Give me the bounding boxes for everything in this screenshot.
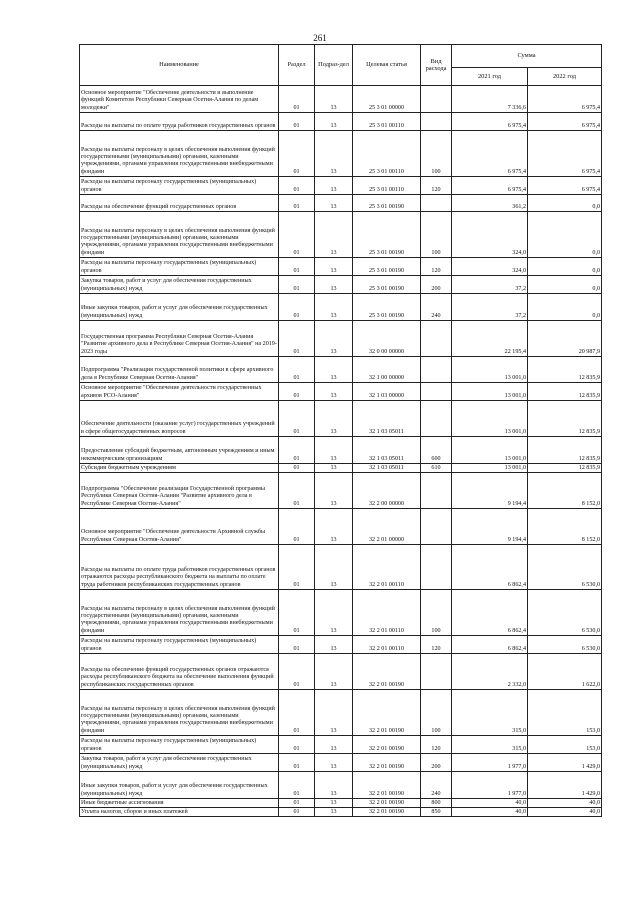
cell-subsection: 13: [315, 321, 353, 357]
cell-expense-type: 120: [421, 177, 452, 195]
cell-target: 25 3 01 00190: [353, 258, 421, 276]
cell-target: 25 3 01 00190: [353, 195, 421, 212]
header-name: Наименование: [80, 45, 279, 86]
cell-target: 32 1 03 05011: [353, 401, 421, 437]
cell-target: 32 2 01 00190: [353, 736, 421, 754]
cell-subsection: 13: [315, 276, 353, 294]
cell-sum-2022: 12 835,9: [528, 401, 602, 437]
cell-name: Расходы на выплаты по оплате труда работников государственных органов: [80, 113, 279, 131]
cell-section: 01: [279, 473, 315, 509]
cell-name: Подпрограмма "Обеспечение реализации Государственной программы Республики Северная Осетия-Алания "Развитие архивного дела в Республике Северная Осетия-Алания": [80, 473, 279, 509]
page-number: 261: [313, 33, 327, 43]
cell-subsection: 13: [315, 799, 353, 808]
cell-name: Расходы на выплаты персоналу государственных (муниципальных) органов: [80, 258, 279, 276]
table-row: [80, 113, 602, 131]
cell-name: Расходы на обеспечение функций государственных органов отражаются расходы республиканского бюджета на обеспечение выполнения функций республиканских государственных органов: [80, 654, 279, 690]
cell-target: 32 2 01 00110: [353, 590, 421, 636]
cell-target: 25 3 01 00000: [353, 86, 421, 113]
cell-section: 01: [279, 321, 315, 357]
cell-expense-type: [421, 195, 452, 212]
cell-section: 01: [279, 636, 315, 654]
cell-section: 01: [279, 808, 315, 817]
cell-sum-2021: 40,0: [452, 799, 528, 808]
cell-sum-2022: 0,0: [528, 212, 602, 258]
cell-target: 32 0 00 00000: [353, 321, 421, 357]
table-row: [80, 258, 602, 276]
cell-section: 01: [279, 113, 315, 131]
cell-name: Основное мероприятие "Обеспечение деятельности Архивной службы Республики Северная Осетия-Алания": [80, 509, 279, 545]
cell-target: 32 2 01 00190: [353, 799, 421, 808]
cell-sum-2022: 0,0: [528, 258, 602, 276]
cell-sum-2021: 37,2: [452, 276, 528, 294]
cell-expense-type: 610: [421, 464, 452, 473]
cell-section: 01: [279, 736, 315, 754]
header-section: Раздел: [279, 45, 315, 86]
cell-subsection: 13: [315, 383, 353, 401]
table-header: [80, 45, 602, 86]
cell-sum-2022: 0,0: [528, 195, 602, 212]
cell-expense-type: 120: [421, 258, 452, 276]
cell-sum-2022: 1 429,0: [528, 772, 602, 799]
table-row: [80, 473, 602, 509]
cell-section: 01: [279, 437, 315, 464]
cell-expense-type: 800: [421, 799, 452, 808]
table-row: [80, 464, 602, 473]
table-row: [80, 401, 602, 437]
cell-subsection: 13: [315, 754, 353, 772]
cell-sum-2021: 13 001,0: [452, 383, 528, 401]
cell-target: 32 2 01 00190: [353, 654, 421, 690]
header-year-2021: 2021 год: [452, 68, 528, 86]
table-row: [80, 636, 602, 654]
cell-name: Субсидии бюджетным учреждениям: [80, 464, 279, 473]
cell-subsection: 13: [315, 772, 353, 799]
cell-subsection: 13: [315, 464, 353, 473]
cell-name: Иные закупки товаров, работ и услуг для обеспечения государственных (муниципальных) нужд: [80, 772, 279, 799]
table-body: [80, 86, 602, 817]
table-row: [80, 545, 602, 590]
header-sum: Сумма: [452, 45, 602, 68]
cell-target: 25 3 01 00110: [353, 177, 421, 195]
cell-expense-type: 600: [421, 437, 452, 464]
cell-name: Расходы на выплаты персоналу в целях обеспечения выполнения функций государственными (муниципальными) органами, казенными учреждениями, органами управления государственными внебюджетными фондами: [80, 131, 279, 177]
cell-sum-2021: 2 332,0: [452, 654, 528, 690]
cell-name: Закупка товаров, работ и услуг для обеспечения государственных (муниципальных) нужд: [80, 754, 279, 772]
table-row: [80, 437, 602, 464]
cell-expense-type: [421, 545, 452, 590]
table-row: [80, 276, 602, 294]
cell-section: 01: [279, 383, 315, 401]
cell-target: 25 3 01 00190: [353, 212, 421, 258]
cell-subsection: 13: [315, 590, 353, 636]
header-target: Целевая статья: [353, 45, 421, 86]
cell-target: 32 2 01 00190: [353, 808, 421, 817]
cell-subsection: 13: [315, 212, 353, 258]
cell-expense-type: 120: [421, 636, 452, 654]
cell-name: Основное мероприятие "Обеспечение деятельности и выполнение функций Комитетом Республики Северная Осетия-Алания по делам молодежи": [80, 86, 279, 113]
cell-expense-type: [421, 473, 452, 509]
header-year-2022: 2022 год: [528, 68, 602, 86]
cell-sum-2022: 8 152,0: [528, 509, 602, 545]
cell-subsection: 13: [315, 131, 353, 177]
cell-section: 01: [279, 401, 315, 437]
cell-sum-2022: 1 622,0: [528, 654, 602, 690]
header-expense-type: Вид расхода: [421, 45, 452, 86]
table-row: [80, 294, 602, 321]
cell-name: Уплата налогов, сборов и иных платежей: [80, 808, 279, 817]
table-row: [80, 509, 602, 545]
cell-section: 01: [279, 294, 315, 321]
cell-expense-type: [421, 401, 452, 437]
cell-name: Государственная программа Республики Северная Осетия-Алания "Развитие архивного дела в Республике Северная Осетия-Алания" на 2019-2023 годы: [80, 321, 279, 357]
cell-target: 25 3 01 00110: [353, 113, 421, 131]
cell-sum-2021: 9 194,4: [452, 473, 528, 509]
table-row: [80, 86, 602, 113]
cell-expense-type: [421, 113, 452, 131]
cell-sum-2022: 153,0: [528, 736, 602, 754]
cell-sum-2022: 40,0: [528, 799, 602, 808]
cell-sum-2021: 37,2: [452, 294, 528, 321]
cell-sum-2022: 40,0: [528, 808, 602, 817]
cell-section: 01: [279, 258, 315, 276]
cell-expense-type: [421, 86, 452, 113]
cell-subsection: 13: [315, 357, 353, 383]
cell-sum-2021: 7 336,6: [452, 86, 528, 113]
cell-subsection: 13: [315, 177, 353, 195]
cell-subsection: 13: [315, 654, 353, 690]
cell-target: 32 1 03 00000: [353, 383, 421, 401]
cell-name: Расходы на выплаты персоналу в целях обеспечения выполнения функций государственными (муниципальными) органами, казенными учреждениями, органами управления государственными внебюджетными фондами: [80, 690, 279, 736]
cell-expense-type: 200: [421, 276, 452, 294]
cell-sum-2021: 324,0: [452, 258, 528, 276]
table-row: [80, 772, 602, 799]
cell-name: Расходы на выплаты персоналу в целях обеспечения выполнения функций государственными (муниципальными) органами, казенными учреждениями, органами управления государственными внебюджетными фондами: [80, 212, 279, 258]
cell-sum-2021: 6 862,4: [452, 636, 528, 654]
cell-section: 01: [279, 799, 315, 808]
cell-expense-type: [421, 321, 452, 357]
cell-target: 32 1 00 00000: [353, 357, 421, 383]
cell-subsection: 13: [315, 736, 353, 754]
cell-subsection: 13: [315, 294, 353, 321]
table-row: [80, 799, 602, 808]
cell-section: 01: [279, 212, 315, 258]
table-row: [80, 736, 602, 754]
cell-target: 32 2 01 00000: [353, 509, 421, 545]
cell-sum-2021: 22 195,4: [452, 321, 528, 357]
table-row: [80, 177, 602, 195]
cell-section: 01: [279, 464, 315, 473]
cell-subsection: 13: [315, 473, 353, 509]
cell-sum-2021: 6 975,4: [452, 113, 528, 131]
cell-expense-type: [421, 357, 452, 383]
cell-sum-2022: 12 835,9: [528, 464, 602, 473]
cell-subsection: 13: [315, 690, 353, 736]
cell-sum-2021: 315,0: [452, 690, 528, 736]
cell-name: Обеспечение деятельности (оказание услуг) государственных учреждений в сфере общегосударственных вопросов: [80, 401, 279, 437]
cell-subsection: 13: [315, 195, 353, 212]
cell-sum-2021: 1 977,0: [452, 772, 528, 799]
cell-section: 01: [279, 357, 315, 383]
cell-section: 01: [279, 545, 315, 590]
cell-sum-2021: 9 194,4: [452, 509, 528, 545]
cell-target: 32 2 01 00190: [353, 690, 421, 736]
cell-name: Закупка товаров, работ и услуг для обеспечения государственных (муниципальных) нужд: [80, 276, 279, 294]
budget-table: [79, 44, 602, 817]
table-row: [80, 212, 602, 258]
cell-sum-2021: 1 977,0: [452, 754, 528, 772]
cell-section: 01: [279, 195, 315, 212]
cell-sum-2022: 0,0: [528, 294, 602, 321]
table-row: [80, 808, 602, 817]
cell-name: Расходы на обеспечение функций государственных органов: [80, 195, 279, 212]
cell-subsection: 13: [315, 401, 353, 437]
cell-target: 25 3 01 00110: [353, 131, 421, 177]
cell-subsection: 13: [315, 545, 353, 590]
cell-target: 32 1 03 05011: [353, 437, 421, 464]
cell-subsection: 13: [315, 509, 353, 545]
cell-sum-2022: 12 835,9: [528, 383, 602, 401]
cell-expense-type: 100: [421, 690, 452, 736]
cell-expense-type: [421, 654, 452, 690]
cell-target: 32 2 01 00190: [353, 754, 421, 772]
cell-sum-2022: 12 835,9: [528, 437, 602, 464]
cell-sum-2022: 6 530,0: [528, 545, 602, 590]
cell-sum-2021: 6 975,4: [452, 177, 528, 195]
cell-target: 32 2 01 00110: [353, 545, 421, 590]
cell-sum-2022: 20 987,9: [528, 321, 602, 357]
cell-sum-2022: 6 975,4: [528, 113, 602, 131]
cell-sum-2021: 6 862,4: [452, 545, 528, 590]
cell-name: Иные закупки товаров, работ и услуг для обеспечения государственных (муниципальных) нужд: [80, 294, 279, 321]
cell-sum-2022: 6 975,4: [528, 177, 602, 195]
cell-target: 32 2 00 00000: [353, 473, 421, 509]
table-row: [80, 131, 602, 177]
cell-sum-2022: 6 975,4: [528, 86, 602, 113]
cell-subsection: 13: [315, 113, 353, 131]
cell-sum-2021: 315,0: [452, 736, 528, 754]
cell-sum-2022: 0,0: [528, 276, 602, 294]
cell-section: 01: [279, 86, 315, 113]
cell-sum-2021: 361,2: [452, 195, 528, 212]
cell-sum-2021: 13 001,0: [452, 464, 528, 473]
cell-section: 01: [279, 772, 315, 799]
table-row: [80, 195, 602, 212]
cell-name: Предоставление субсидий бюджетным, автономным учреждениям и иным некоммерческим организациям: [80, 437, 279, 464]
table-row: [80, 383, 602, 401]
cell-expense-type: 120: [421, 736, 452, 754]
cell-expense-type: 100: [421, 131, 452, 177]
cell-section: 01: [279, 754, 315, 772]
cell-sum-2022: 12 835,9: [528, 357, 602, 383]
cell-sum-2022: 6 975,4: [528, 131, 602, 177]
table-row: [80, 321, 602, 357]
cell-section: 01: [279, 509, 315, 545]
table-row: [80, 357, 602, 383]
table-row: [80, 654, 602, 690]
cell-target: 25 3 01 00190: [353, 294, 421, 321]
cell-sum-2021: 13 001,0: [452, 437, 528, 464]
cell-sum-2022: 6 530,0: [528, 636, 602, 654]
cell-target: 32 1 03 05011: [353, 464, 421, 473]
cell-name: Расходы на выплаты персоналу государственных (муниципальных) органов: [80, 736, 279, 754]
cell-expense-type: 240: [421, 294, 452, 321]
cell-sum-2021: 40,0: [452, 808, 528, 817]
cell-name: Подпрограмма "Реализация государственной политики в сфере архивного дела в Республике Северная Осетия-Алания": [80, 357, 279, 383]
cell-sum-2022: 153,0: [528, 690, 602, 736]
cell-sum-2021: 6 975,4: [452, 131, 528, 177]
cell-expense-type: 100: [421, 212, 452, 258]
cell-expense-type: 200: [421, 754, 452, 772]
cell-expense-type: [421, 383, 452, 401]
cell-section: 01: [279, 654, 315, 690]
cell-expense-type: [421, 509, 452, 545]
cell-section: 01: [279, 177, 315, 195]
cell-name: Расходы на выплаты персоналу государственных (муниципальных) органов: [80, 177, 279, 195]
cell-target: 25 3 01 00190: [353, 276, 421, 294]
cell-sum-2022: 6 530,0: [528, 590, 602, 636]
cell-expense-type: 240: [421, 772, 452, 799]
cell-target: 32 2 01 00110: [353, 636, 421, 654]
cell-target: 32 2 01 00190: [353, 772, 421, 799]
cell-sum-2021: 6 862,4: [452, 590, 528, 636]
table-row: [80, 754, 602, 772]
cell-subsection: 13: [315, 258, 353, 276]
cell-expense-type: 100: [421, 590, 452, 636]
cell-subsection: 13: [315, 808, 353, 817]
cell-section: 01: [279, 590, 315, 636]
cell-name: Иные бюджетные ассигнования: [80, 799, 279, 808]
cell-name: Основное мероприятие "Обеспечение деятельности государственных архивов РСО-Алания": [80, 383, 279, 401]
cell-name: Расходы на выплаты персоналу государственных (муниципальных) органов: [80, 636, 279, 654]
cell-sum-2022: 1 429,0: [528, 754, 602, 772]
header-subsection: Подраз-дел: [315, 45, 353, 86]
cell-subsection: 13: [315, 437, 353, 464]
cell-section: 01: [279, 131, 315, 177]
cell-name: Расходы на выплаты персоналу в целях обеспечения выполнения функций государственными (муниципальными) органами, казенными учреждениями, органами управления государственными внебюджетными фондами: [80, 590, 279, 636]
cell-section: 01: [279, 690, 315, 736]
cell-sum-2021: 13 001,0: [452, 401, 528, 437]
cell-section: 01: [279, 276, 315, 294]
table-row: [80, 690, 602, 736]
cell-subsection: 13: [315, 86, 353, 113]
cell-sum-2021: 13 001,0: [452, 357, 528, 383]
cell-expense-type: 850: [421, 808, 452, 817]
cell-sum-2021: 324,0: [452, 212, 528, 258]
cell-sum-2022: 8 152,0: [528, 473, 602, 509]
cell-name: Расходы на выплаты по оплате труда работников государственных органов отражаются расходы республиканского бюджета на выплаты по оплате труда работников республиканских государственных органов: [80, 545, 279, 590]
table-row: [80, 590, 602, 636]
cell-subsection: 13: [315, 636, 353, 654]
